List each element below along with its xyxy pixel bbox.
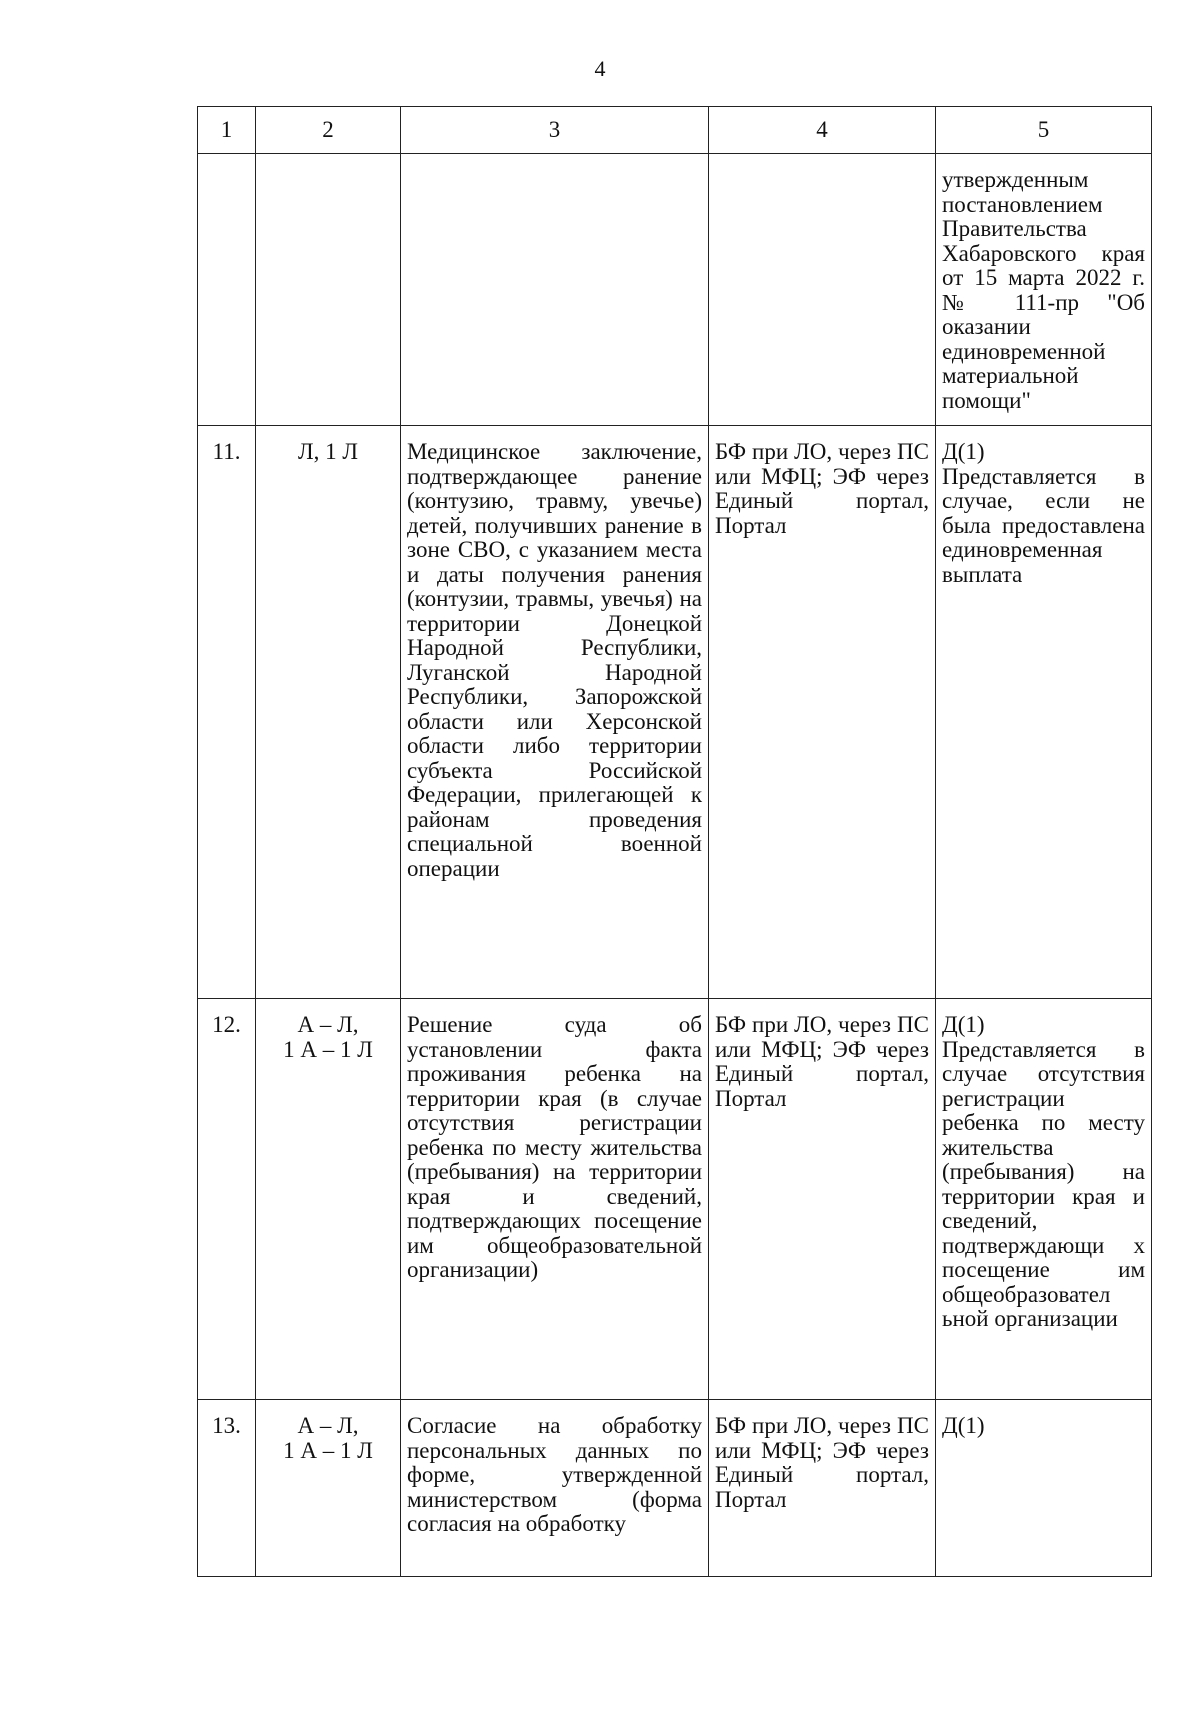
table-row <box>198 1400 1152 1577</box>
row-method: БФ при ЛО, через ПС или МФЦ; ЭФ через Единый портал, Портал <box>709 1400 936 1577</box>
row-number: 13. <box>198 1400 256 1577</box>
row-code: Л, 1 Л <box>256 426 401 999</box>
row-method: БФ при ЛО, через ПС или МФЦ; ЭФ через Единый портал, Портал <box>709 999 936 1400</box>
header-col-5: 5 <box>936 107 1152 154</box>
documents-table <box>197 106 1152 1577</box>
header-col-4: 4 <box>709 107 936 154</box>
table-row <box>198 999 1152 1400</box>
table-row <box>198 154 1152 426</box>
row-number <box>198 154 256 426</box>
row-document <box>401 154 709 426</box>
table-header-row <box>198 107 1152 154</box>
row-document: Решение суда об установлении факта проживания ребенка на территории края (в случае отсутствия регистрации ребенка по месту жительства (пребывания) на территории края и сведений, подтверждающих посещение им общеобразовательной организации) <box>401 999 709 1400</box>
header-col-2: 2 <box>256 107 401 154</box>
row-document: Согласие на обработку персональных данных по форме, утвержденной министерством (форма согласия на обработку <box>401 1400 709 1577</box>
page-number: 4 <box>594 56 606 81</box>
row-method: БФ при ЛО, через ПС или МФЦ; ЭФ через Единый портал, Портал <box>709 426 936 999</box>
row-code: А – Л, 1 А – 1 Л <box>256 1400 401 1577</box>
row-code <box>256 154 401 426</box>
table-row <box>198 426 1152 999</box>
row-method <box>709 154 936 426</box>
header-col-3: 3 <box>401 107 709 154</box>
row-note: Д(1) Представляется в случае отсутствия регистрации ребенка по месту жительства (пребывания) на территории края и сведений, подтверждающи х посещение им общеобразовател ьной организации <box>936 999 1152 1400</box>
row-note: Д(1) Представляется в случае, если не была предоставлена единовременная выплата <box>936 426 1152 999</box>
row-note: Д(1) <box>936 1400 1152 1577</box>
row-note: утвержденным постановлением Правительства Хабаровского края от 15 марта 2022 г. № 111-пр "Об оказании единовременной материальной помощи" <box>936 154 1152 426</box>
row-code: А – Л, 1 А – 1 Л <box>256 999 401 1400</box>
row-number: 12. <box>198 999 256 1400</box>
row-document: Медицинское заключение, подтверждающее ранение (контузию, травму, увечье) детей, получивших ранение в зоне СВО, с указанием места и даты получения ранения (контузии, травмы, увечья) на территории Донецкой Народной Республики, Луганской Народной Республики, Запорожской области или Херсонской области либо территории субъекта Российской Федерации, прилегающей к районам проведения специальной военной операции <box>401 426 709 999</box>
header-col-1: 1 <box>198 107 256 154</box>
row-number: 11. <box>198 426 256 999</box>
